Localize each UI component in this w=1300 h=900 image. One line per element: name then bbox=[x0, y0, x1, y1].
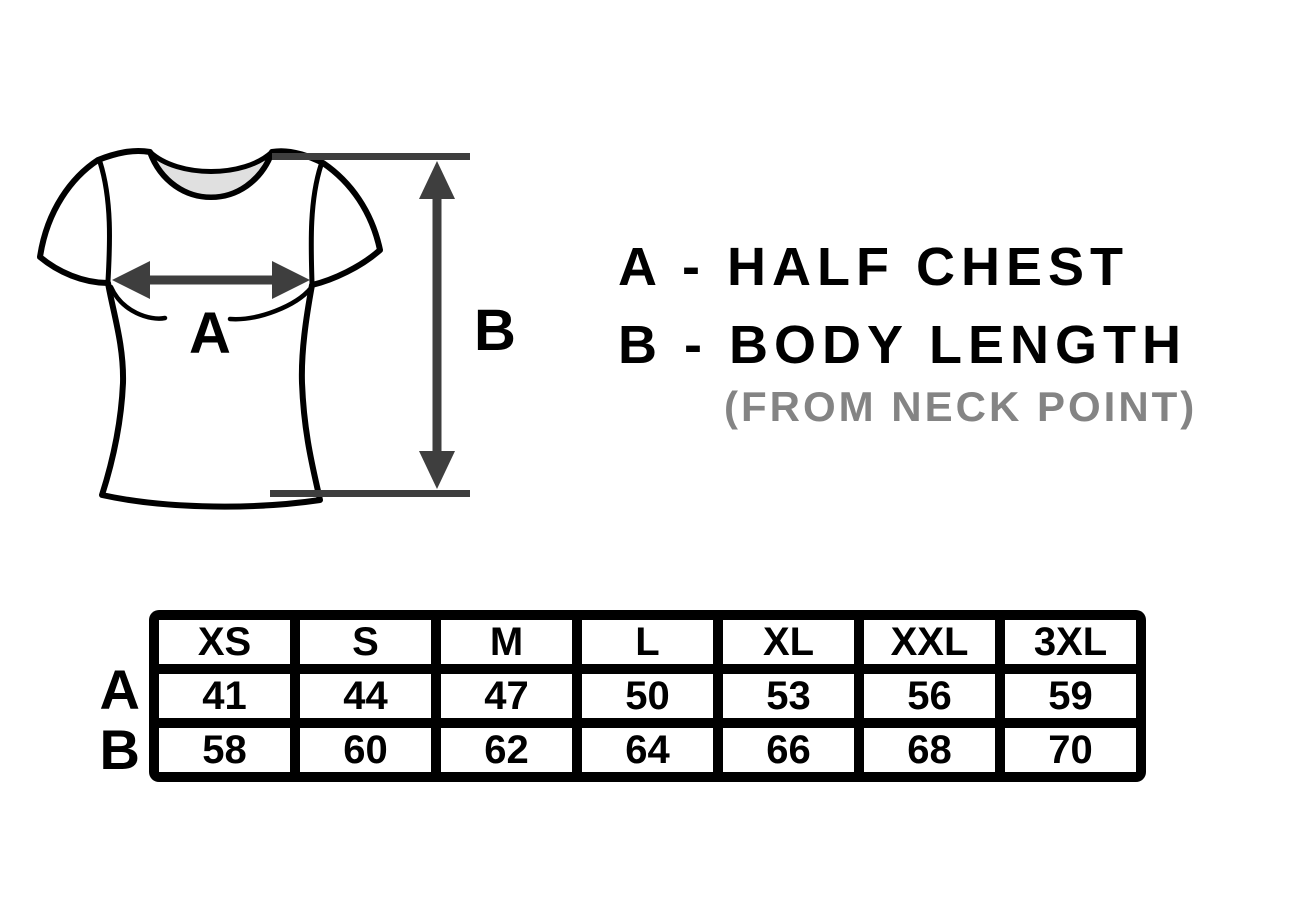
size-header-m: M bbox=[441, 620, 572, 664]
half-chest-value-m: 47 bbox=[441, 674, 572, 718]
legend-neck-point-note: (FROM NECK POINT) bbox=[724, 383, 1198, 430]
body-length-value-xs: 58 bbox=[159, 728, 290, 772]
half-chest-value-xs: 41 bbox=[159, 674, 290, 718]
body-length-value-xl: 66 bbox=[723, 728, 854, 772]
legend-half-chest: A - HALF CHEST bbox=[618, 237, 1129, 297]
size-header-xl: XL bbox=[723, 620, 854, 664]
size-header-xxl: XXL bbox=[864, 620, 995, 664]
size-header-3xl: 3XL bbox=[1005, 620, 1136, 664]
table-row-label-b: B bbox=[99, 718, 140, 781]
half-chest-value-l: 50 bbox=[582, 674, 713, 718]
size-header-row bbox=[159, 620, 1136, 664]
half-chest-value-xxl: 56 bbox=[864, 674, 995, 718]
bottom-reference-line bbox=[270, 490, 470, 497]
body-length-row bbox=[159, 728, 1136, 772]
measure-b-label: B bbox=[474, 298, 516, 363]
half-chest-value-3xl: 59 bbox=[1005, 674, 1136, 718]
size-header-l: L bbox=[582, 620, 713, 664]
half-chest-value-xl: 53 bbox=[723, 674, 854, 718]
body-length-value-xxl: 68 bbox=[864, 728, 995, 772]
half-chest-value-s: 44 bbox=[300, 674, 431, 718]
table-row-label-a: A bbox=[99, 658, 140, 721]
size-table bbox=[149, 610, 1146, 782]
body-length-value-l: 64 bbox=[582, 728, 713, 772]
top-reference-line bbox=[272, 153, 470, 160]
measure-a-label: A bbox=[189, 301, 231, 366]
size-header-s: S bbox=[300, 620, 431, 664]
half-chest-row bbox=[159, 674, 1136, 718]
body-length-value-m: 62 bbox=[441, 728, 572, 772]
body-length-value-3xl: 70 bbox=[1005, 728, 1136, 772]
body-length-arrow bbox=[419, 161, 455, 489]
tshirt-measurement-diagram bbox=[20, 140, 540, 520]
body-length-value-s: 60 bbox=[300, 728, 431, 772]
legend-body-length: B - BODY LENGTH bbox=[618, 315, 1188, 375]
size-header-xs: XS bbox=[159, 620, 290, 664]
